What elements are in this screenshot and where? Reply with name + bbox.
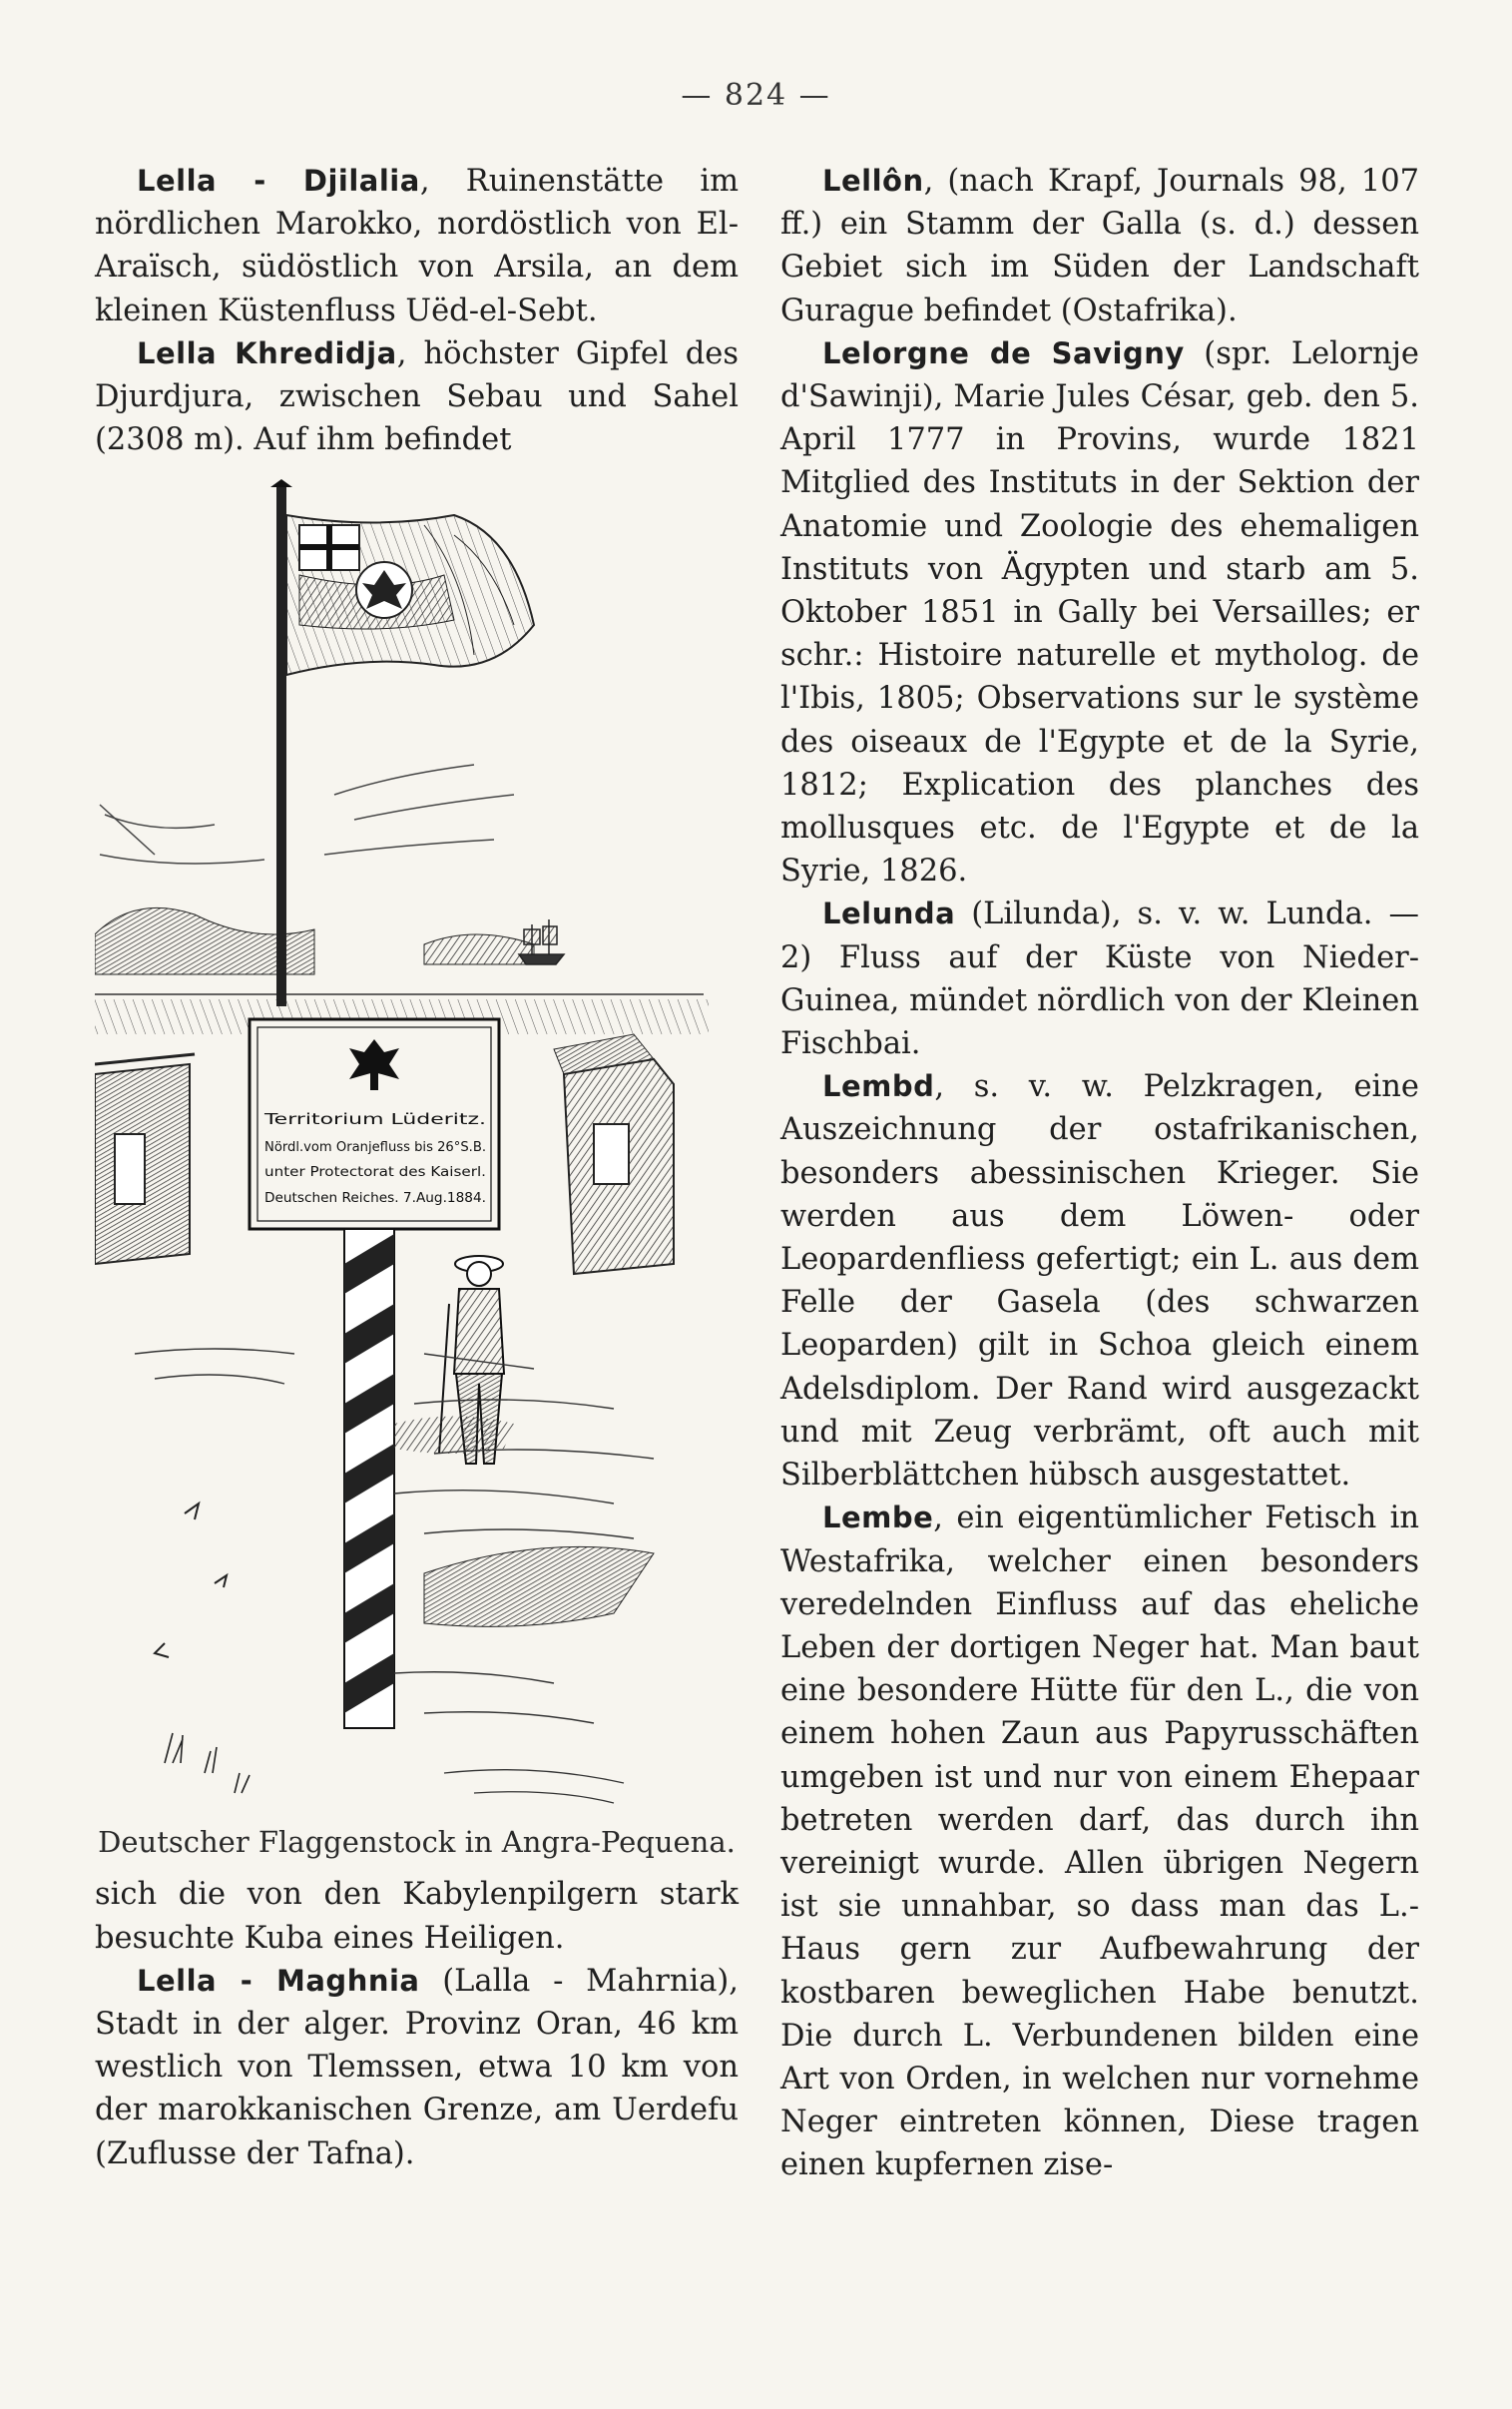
entry-text: (Lilunda), s. v. w. Lunda. — 2) Fluss auf der Küste von Nieder-Guinea, mündet nördlich von der Kleinen Fischbai.	[780, 897, 1419, 1062]
entry-lemma: Lella - Maghnia	[137, 1963, 420, 1998]
entry-lembd	[780, 1065, 1419, 1497]
entry-text: (Lalla - Mahrnia), Stadt in der alger. Provinz Oran, 46 km westlich von Tlemssen, etwa 10 km von der marokkanischen Grenze, am Uerdefu (Zuflusse der Tafna).	[95, 1963, 739, 2171]
entry-lellon	[780, 160, 1419, 332]
entry-lemma: Lembe	[822, 1501, 934, 1535]
sky-strokes	[100, 765, 514, 864]
sign-line-3: unter Protectorat des Kaiserl.	[264, 1165, 486, 1181]
ship	[519, 919, 564, 964]
signboard	[250, 1019, 499, 1229]
sign-line-4: Deutschen Reiches. 7.Aug.1884.	[264, 1191, 486, 1207]
entry-lella-maghnia	[95, 1960, 739, 2175]
distant-headland	[424, 934, 534, 964]
entry-continuation: sich die von den Kabylenpilgern stark besuchte Kuba eines Heiligen.	[95, 1877, 739, 1956]
sand-patch	[394, 1417, 514, 1455]
entry-lembe	[780, 1497, 1419, 2186]
entry-text: , (nach Krapf, Journals 98, 107 ff.) ein Stamm der Galla (s. d.) dessen Gebiet sich im Süden der Landschaft Gurague befindet (Ostafrika).	[780, 164, 1419, 328]
entry-lemma: Lelunda	[822, 897, 956, 931]
entry-lelunda	[780, 893, 1419, 1065]
birds	[155, 1504, 227, 1657]
entry-lelorgne-de-savigny	[780, 332, 1419, 894]
entry-lella-djilalia	[95, 160, 739, 332]
flagpole-illustration	[95, 475, 709, 1813]
shadow-patch	[424, 1547, 654, 1627]
entry-lella-khredidja	[95, 332, 739, 462]
entry-text: , s. v. w. Pelzkragen, eine Auszeichnung der ostafrikanischen, besonders abessinischen Krieger. Sie werden aus dem Löwen- oder Leopardenfliess gefertigt; ein L. aus dem Felle der Gasela (des schwarzen Leoparden) gilt in Schoa gleich einem Adelsdiplom. Der Rand wird ausgezackt und mit Zeug verbrämt, oft auch mit Silberblättchen hübsch ausgestattet.	[780, 1069, 1419, 1494]
grass	[165, 1733, 250, 1793]
entry-lemma: Lembd	[822, 1069, 935, 1104]
entry-text: , höchster Gipfel des Djurdjura, zwischen Sebau und Sahel (2308 m). Auf ihm befindet	[95, 335, 739, 458]
entry-text: (spr. Lelornje d'Sawinji), Marie Jules César, geb. den 5. April 1777 in Provins, wurde 1821 Mitglied des Instituts in der Sektion der Anatomie und Zoologie des ehemaligen Instituts von Ägypten und starb am 5. Oktober 1851 in Gally bei Versailles; er schr.: Histoire naturelle et mytholog. de l'Ibis, 1805; Observations sur le système des oiseaux de l'Egypte et de la Syrie, 1812; Explication des planches des mollusques etc. de l'Egypte et de la Syrie, 1826.	[780, 335, 1419, 890]
entry-lemma: Lellôn	[822, 164, 924, 198]
entry-lemma: Lella Khredidja	[137, 335, 397, 370]
imperial-flag	[286, 515, 534, 675]
left-hut	[95, 1054, 195, 1264]
sign-line-2: Nördl.vom Oranjefluss bis 26°S.B.	[264, 1140, 486, 1156]
right-column	[780, 160, 1419, 2187]
right-hut	[554, 1034, 674, 1274]
entry-lemma: Lelorgne de Savigny	[822, 335, 1185, 370]
figure-caption: Deutscher Flaggenstock in Angra-Pequena.	[98, 1825, 736, 1860]
entry-text: , ein eigentümlicher Fetisch in Westafrika, welcher einen besonders veredelnden Einfluss auf das eheliche Leben der dortigen Neger hat. Man baut eine besondere Hütte für den L., die von einem hohen Zaun aus Papyrusschäften umgeben ist und nur von einem Ehepaar betreten werden darf, das durch ihn vereinigt wurde. Allen übrigen Negern ist sie unnahbar, so dass man das L.-Haus gern zur Aufbewahrung der kostbaren beweglichen Habe benutzt. Die durch L. Verbundenen bilden eine Art von Orden, in welchen nur vornehme Neger eintreten können, Diese tragen einen kupfernen zise-	[780, 1501, 1419, 2183]
entry-lemma: Lella - Djilalia	[137, 164, 420, 198]
page-number: — 824 —	[681, 78, 831, 113]
sign-line-1: Territorium Lüderitz.	[262, 1110, 486, 1129]
figure-flagpole	[95, 475, 739, 1863]
left-column	[95, 160, 739, 2175]
striped-post	[344, 1229, 394, 1728]
entry-text: , Ruinenstätte im nördlichen Marokko, nordöstlich von El-Araïsch, südöstlich von Arsila, an dem kleinen Küstenfluss Uëd-el-Sebt.	[95, 164, 739, 328]
flagpole	[276, 487, 286, 1006]
